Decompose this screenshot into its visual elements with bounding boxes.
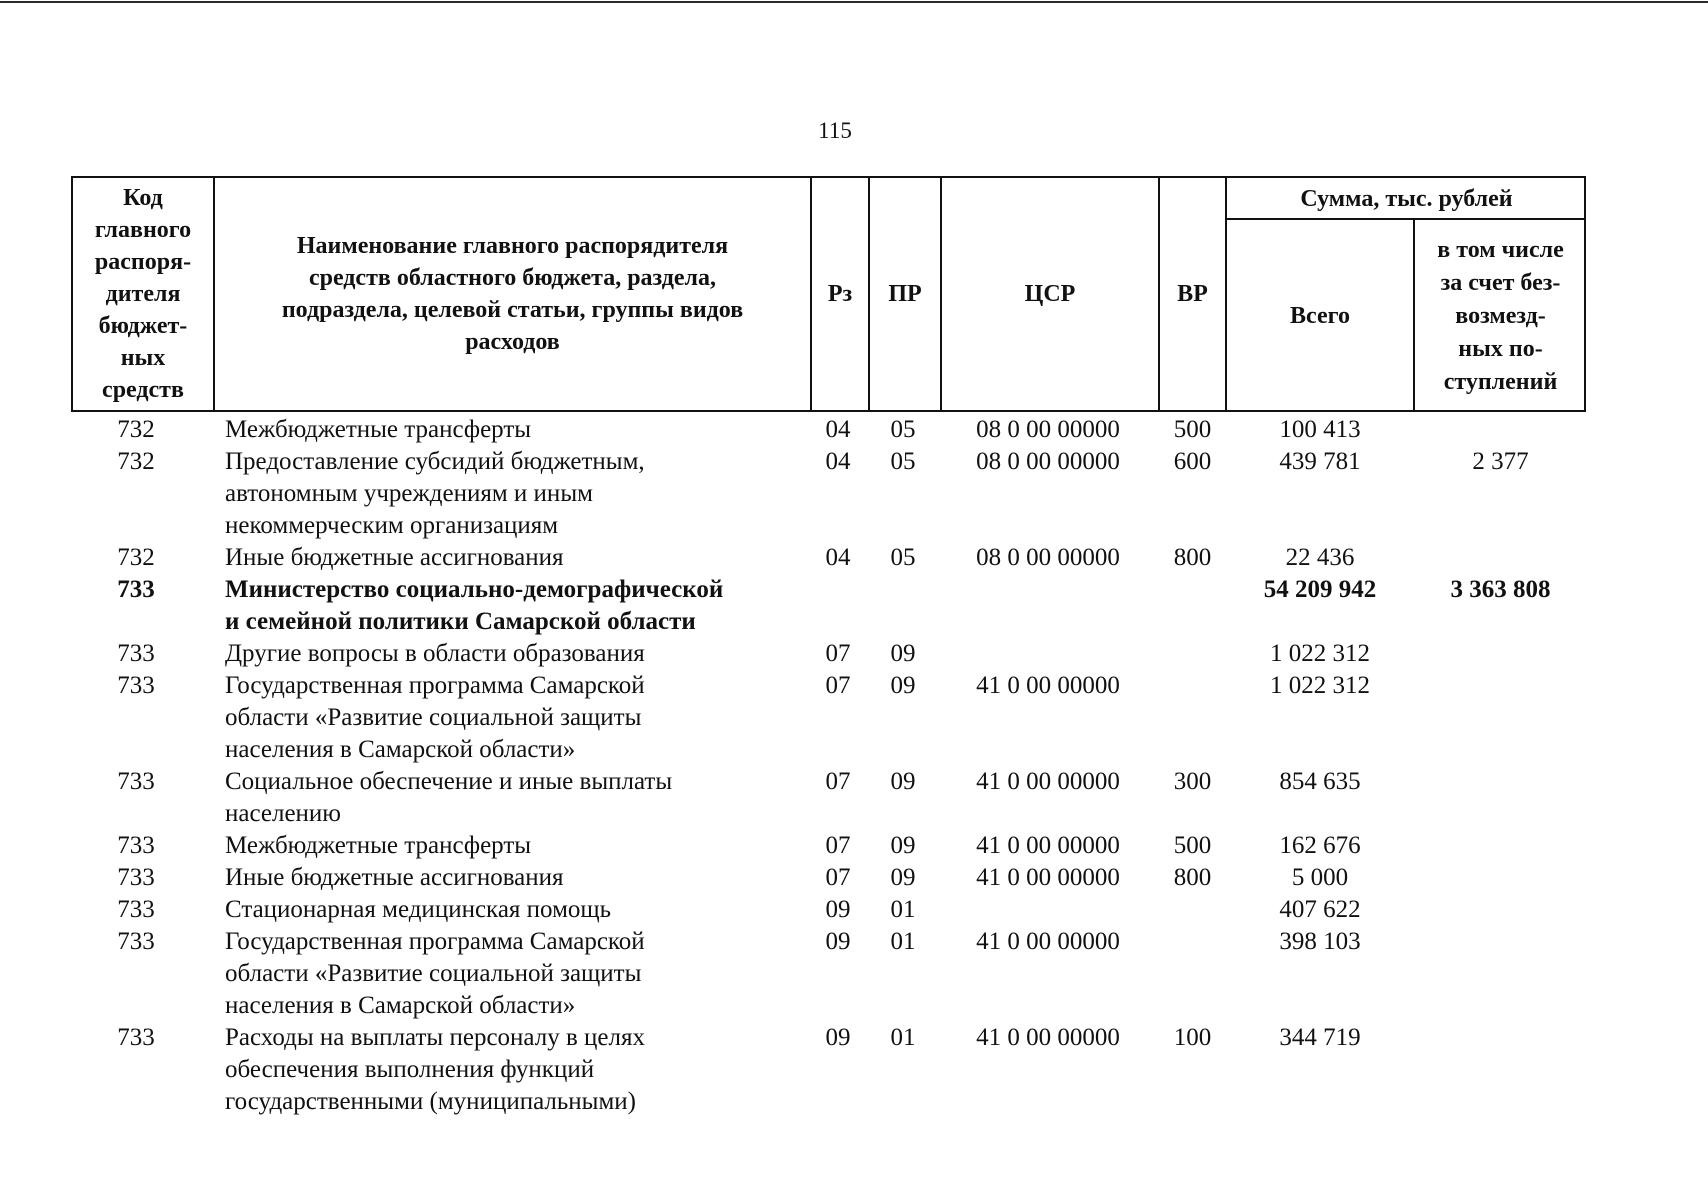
cell-total: 100 413 xyxy=(1279,416,1361,443)
header-rz: Рз xyxy=(827,281,853,307)
cell-rz: 07 xyxy=(825,832,851,859)
table-row xyxy=(71,414,1586,446)
cell-code: 733 xyxy=(117,1024,155,1051)
cell-total: 854 635 xyxy=(1279,768,1361,795)
cell-rz: 07 xyxy=(825,672,851,699)
header-total: Всего xyxy=(1290,302,1350,329)
cell-total: 344 719 xyxy=(1279,1024,1361,1051)
cell-code: 733 xyxy=(117,928,155,955)
cell-vr: 300 xyxy=(1173,768,1212,795)
cell-csr: 41 0 00 00000 xyxy=(976,768,1120,795)
cell-pr: 09 xyxy=(890,864,916,891)
header-csr: ЦСР xyxy=(1024,281,1076,307)
cell-free: 3 363 808 xyxy=(1450,576,1551,603)
cell-csr: 08 0 00 00000 xyxy=(976,416,1120,443)
cell-csr: 41 0 00 00000 xyxy=(976,928,1120,955)
table-row xyxy=(71,574,1586,638)
cell-rz: 09 xyxy=(825,928,851,955)
cell-pr: 01 xyxy=(890,928,916,955)
cell-total: 22 436 xyxy=(1285,544,1355,571)
table-body xyxy=(71,414,1586,1118)
table-row xyxy=(71,446,1586,542)
table-row xyxy=(71,830,1586,862)
cell-name: Межбюджетные трансферты xyxy=(225,416,532,443)
cell-rz: 07 xyxy=(825,864,851,891)
cell-name: Стационарная медицинская помощь xyxy=(225,896,612,923)
cell-name: Социальное обеспечение и иные выплаты населению xyxy=(225,768,673,827)
table-row xyxy=(71,926,1586,1022)
cell-vr: 600 xyxy=(1173,448,1212,475)
cell-code: 733 xyxy=(117,864,155,891)
table-row xyxy=(71,638,1586,670)
cell-name: Государственная программа Самарской области «Развитие социальной защиты населения в Самарской области» xyxy=(225,672,645,763)
table-header xyxy=(71,176,1586,412)
cell-rz: 04 xyxy=(825,416,851,443)
cell-free: 2 377 xyxy=(1472,448,1529,475)
cell-pr: 09 xyxy=(890,832,916,859)
cell-csr: 08 0 00 00000 xyxy=(976,544,1120,571)
cell-vr: 800 xyxy=(1173,544,1212,571)
table-row xyxy=(71,542,1586,574)
cell-rz: 09 xyxy=(825,896,851,923)
cell-total: 1 022 312 xyxy=(1270,672,1370,699)
cell-pr: 01 xyxy=(890,1024,916,1051)
cell-pr: 05 xyxy=(890,544,916,571)
header-sum: Сумма, тыс. рублей xyxy=(1300,185,1513,212)
cell-csr: 41 0 00 00000 xyxy=(976,1024,1120,1051)
header-code: Код главного распоря- дителя бюджет- ных средств xyxy=(94,185,192,403)
cell-name: Государственная программа Самарской области «Развитие социальной защиты населения в Самарской области» xyxy=(225,928,645,1019)
header-free: в том числе за счет без- возмезд- ных по- ступлений xyxy=(1437,236,1564,395)
cell-vr: 100 xyxy=(1173,1024,1212,1051)
cell-name: Другие вопросы в области образования xyxy=(225,640,645,667)
cell-rz: 09 xyxy=(825,1024,851,1051)
cell-name: Иные бюджетные ассигнования xyxy=(225,544,564,571)
cell-pr: 09 xyxy=(890,640,916,667)
cell-pr: 01 xyxy=(890,896,916,923)
cell-pr: 09 xyxy=(890,672,916,699)
cell-name: Расходы на выплаты персоналу в целях обеспечения выполнения функций государственными (муниципальными) xyxy=(225,1024,645,1115)
cell-code: 733 xyxy=(117,832,155,859)
page-number: 115 xyxy=(818,118,852,143)
cell-vr: 500 xyxy=(1173,832,1212,859)
cell-code: 733 xyxy=(117,672,155,699)
table-row xyxy=(71,766,1586,830)
cell-code: 733 xyxy=(117,768,155,795)
cell-name: Иные бюджетные ассигнования xyxy=(225,864,564,891)
cell-total: 54 209 942 xyxy=(1263,576,1377,603)
cell-name: Предоставление субсидий бюджетным, автономным учреждениям и иным некоммерческим организациям xyxy=(225,448,645,539)
cell-vr: 500 xyxy=(1173,416,1212,443)
cell-csr: 41 0 00 00000 xyxy=(976,864,1120,891)
cell-pr: 09 xyxy=(890,768,916,795)
table-row xyxy=(71,1022,1586,1118)
cell-rz: 07 xyxy=(825,768,851,795)
cell-code: 732 xyxy=(117,416,155,443)
cell-csr: 41 0 00 00000 xyxy=(976,832,1120,859)
cell-code: 733 xyxy=(117,896,155,923)
cell-code: 733 xyxy=(117,576,155,603)
cell-total: 5 000 xyxy=(1291,864,1349,891)
header-pr: ПР xyxy=(888,281,922,307)
cell-total: 407 622 xyxy=(1279,896,1361,923)
cell-vr: 800 xyxy=(1173,864,1212,891)
cell-rz: 04 xyxy=(825,448,851,475)
cell-csr: 41 0 00 00000 xyxy=(976,672,1120,699)
header-vr: ВР xyxy=(1177,281,1208,307)
cell-csr: 08 0 00 00000 xyxy=(976,448,1120,475)
table-row xyxy=(71,894,1586,926)
cell-name: Министерство социально-демографической и семейной политики Самарской области xyxy=(225,576,724,635)
cell-code: 733 xyxy=(117,640,155,667)
top-rule xyxy=(0,1,1708,3)
cell-total: 398 103 xyxy=(1279,928,1361,955)
cell-code: 732 xyxy=(117,448,155,475)
table-row xyxy=(71,670,1586,766)
cell-total: 162 676 xyxy=(1279,832,1361,859)
cell-code: 732 xyxy=(117,544,155,571)
cell-rz: 07 xyxy=(825,640,851,667)
cell-total: 439 781 xyxy=(1279,448,1361,475)
cell-rz: 04 xyxy=(825,544,851,571)
cell-total: 1 022 312 xyxy=(1270,640,1370,667)
table-row xyxy=(71,862,1586,894)
header-name: Наименование главного распорядителя средств областного бюджета, раздела, подраздела, целевой статьи, группы видов расходов xyxy=(281,233,744,355)
cell-pr: 05 xyxy=(890,448,916,475)
cell-pr: 05 xyxy=(890,416,916,443)
cell-name: Межбюджетные трансферты xyxy=(225,832,532,859)
